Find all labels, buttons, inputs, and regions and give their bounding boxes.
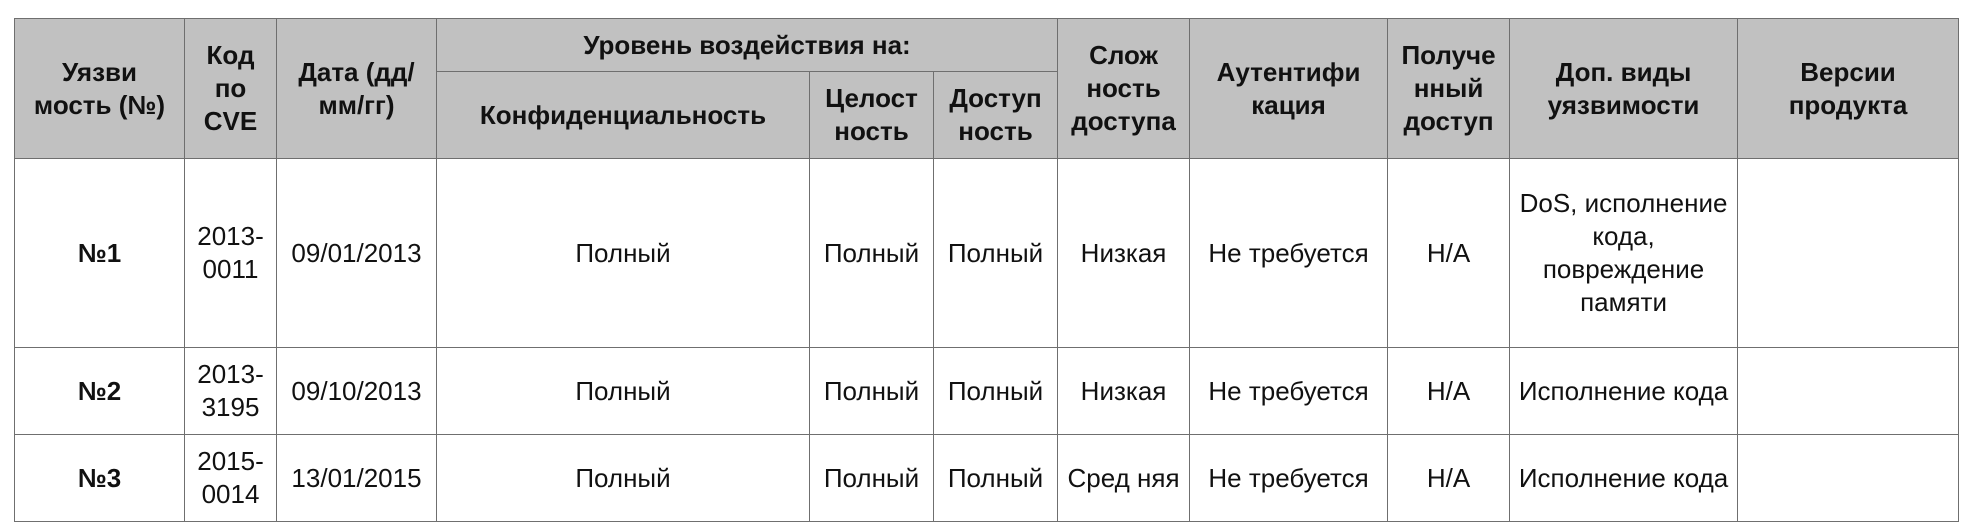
- cell-access-gained: Н/А: [1388, 159, 1510, 348]
- table-row: [15, 435, 1959, 522]
- cell-auth: Не требуется: [1190, 435, 1388, 522]
- table-header: [15, 19, 1959, 159]
- table-row: [15, 348, 1959, 435]
- cell-versions: [1738, 348, 1959, 435]
- cell-extra: DoS, исполнение кода, повреждение памяти: [1510, 159, 1738, 348]
- header-auth: Аутентифи кация: [1190, 19, 1388, 159]
- cell-vuln: №2: [15, 348, 185, 435]
- table-body: [15, 159, 1959, 522]
- cell-auth: Не требуется: [1190, 348, 1388, 435]
- cell-versions: [1738, 435, 1959, 522]
- cell-availability: Полный: [934, 435, 1058, 522]
- cell-date: 09/10/2013: [277, 348, 437, 435]
- cell-access-gained: Н/А: [1388, 435, 1510, 522]
- cell-integrity: Полный: [810, 348, 934, 435]
- cell-vuln: №1: [15, 159, 185, 348]
- header-availability: Доступ ность: [934, 72, 1058, 159]
- cell-date: 09/01/2013: [277, 159, 437, 348]
- header-cve: Код по CVE: [185, 19, 277, 159]
- header-access-gained: Получе нный доступ: [1388, 19, 1510, 159]
- header-versions: Версии продукта: [1738, 19, 1959, 159]
- cell-confidentiality: Полный: [437, 435, 810, 522]
- header-row-1: [15, 19, 1959, 72]
- cell-confidentiality: Полный: [437, 159, 810, 348]
- cell-complexity: Сред няя: [1058, 435, 1190, 522]
- cell-extra: Исполнение кода: [1510, 348, 1738, 435]
- cell-access-gained: Н/А: [1388, 348, 1510, 435]
- cell-date: 13/01/2015: [277, 435, 437, 522]
- cell-cve: 2015-0014: [185, 435, 277, 522]
- cell-vuln: №3: [15, 435, 185, 522]
- cell-extra: Исполнение кода: [1510, 435, 1738, 522]
- header-integrity: Целост ность: [810, 72, 934, 159]
- cell-integrity: Полный: [810, 435, 934, 522]
- cell-auth: Не требуется: [1190, 159, 1388, 348]
- vulnerability-table: [14, 18, 1959, 522]
- cell-complexity: Низкая: [1058, 348, 1190, 435]
- header-complexity: Слож ность доступа: [1058, 19, 1190, 159]
- cell-availability: Полный: [934, 348, 1058, 435]
- table-row: [15, 159, 1959, 348]
- cell-complexity: Низкая: [1058, 159, 1190, 348]
- header-vuln: Уязви мость (№): [15, 19, 185, 159]
- cell-confidentiality: Полный: [437, 348, 810, 435]
- cell-versions: [1738, 159, 1959, 348]
- header-extra: Доп. виды уязвимости: [1510, 19, 1738, 159]
- cell-cve: 2013-0011: [185, 159, 277, 348]
- cell-availability: Полный: [934, 159, 1058, 348]
- header-confidentiality: Конфиденциальность: [437, 72, 810, 159]
- vulnerability-table-container: [14, 18, 1958, 522]
- header-date: Дата (дд/ мм/гг): [277, 19, 437, 159]
- cell-integrity: Полный: [810, 159, 934, 348]
- header-impact-group: Уровень воздействия на:: [437, 19, 1058, 72]
- cell-cve: 2013-3195: [185, 348, 277, 435]
